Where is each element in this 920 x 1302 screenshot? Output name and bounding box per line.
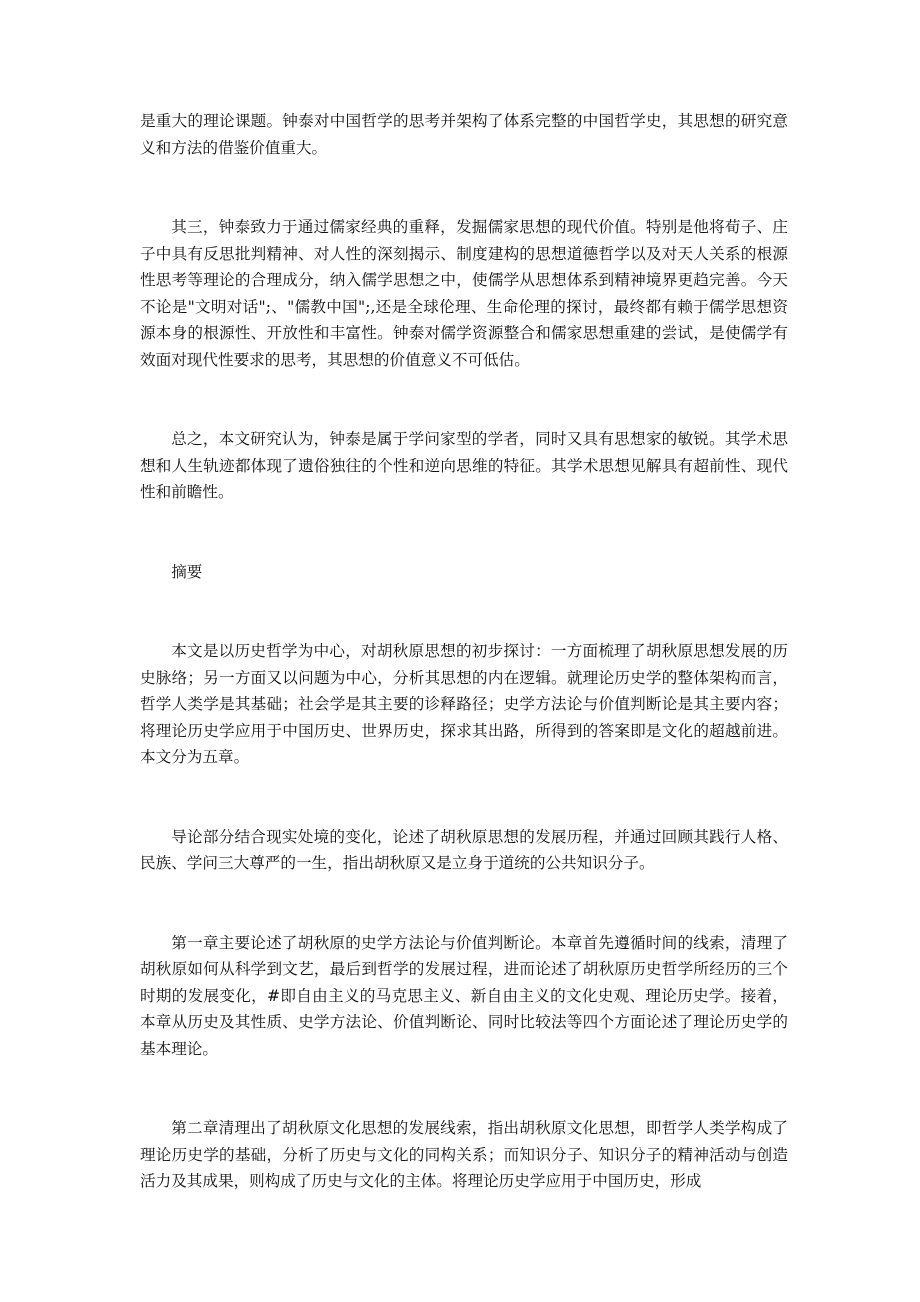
document-page bbox=[140, 108, 788, 1195]
paragraph-conclusion: 总之，本文研究认为，钟泰是属于学问家型的学者，同时又具有思想家的敏锐。其学术思想和人生轨迹都体现了遗俗独往的个性和逆向思维的特征。其学术思想见解具有超前性、现代性和前瞻性。 bbox=[140, 430, 788, 501]
paragraph-third-point: 其三，钟泰致力于通过儒家经典的重释，发掘儒家思想的现代价值。特别是他将荀子、庄子中具有反思批判精神、对人性的深刻揭示、制度建构的思想道德哲学以及对天人关系的根源性思考等理论的合理成分，纳入儒学思想之中，使儒学从思想体系到精神境界更趋完善。今天不论是"文明对话";、"儒教中国";,还是全球伦理、生命伦理的探讨，最终都有赖于儒学思想资源本身的根源性、开放性和丰富性。钟泰对儒学资源整合和儒家思想重建的尝试，是使儒学有效面对现代性要求的思考，其思想的价值意义不可低估。 bbox=[140, 218, 788, 369]
paragraph-continuation: 是重大的理论课题。钟泰对中国哲学的思考并架构了体系完整的中国哲学史，其思想的研究意义和方法的借鉴价值重大。 bbox=[140, 112, 788, 157]
paragraph-chapter-two: 第二章清理出了胡秋原文化思想的发展线索，指出胡秋原文化思想，即哲学人类学构成了理论历史学的基础，分析了历史与文化的同构关系；而知识分子、知识分子的精神活动与创造活力及其成果，则构成了历史与文化的主体。将理论历史学应用于中国历史，形成 bbox=[140, 1119, 788, 1190]
paragraph-introduction-summary: 导论部分结合现实处境的变化，论述了胡秋原思想的发展历程，并通过回顾其践行人格、民族、学问三大尊严的一生，指出胡秋原又是立身于道统的公共知识分子。 bbox=[140, 827, 788, 872]
paragraph-abstract-intro: 本文是以历史哲学为中心，对胡秋原思想的初步探讨：一方面梳理了胡秋原思想发展的历史脉络；另一方面又以问题为中心，分析其思想的内在逻辑。就理论历史学的整体架构而言，哲学人类学是其基础；社会学是其主要的诊释路径；史学方法论与价值判断论是其主要内容；将理论历史学应用于中国历史、世界历史，探求其出路，所得到的答案即是文化的超越前进。本文分为五章。 bbox=[140, 642, 788, 766]
paragraph-chapter-one: 第一章主要论述了胡秋原的史学方法论与价值判断论。本章首先遵循时间的线索，清理了胡秋原如何从科学到文艺，最后到哲学的发展过程，进而论述了胡秋原历史哲学所经历的三个时期的发展变化，#即自由主义的马克思主义、新自由主义的文化史观、理论历史学。接着，本章从历史及其性质、史学方法论、价值判断论、同时比较法等四个方面论述了理论历史学的基本理论。 bbox=[140, 933, 788, 1058]
section-heading-abstract: 摘要 bbox=[171, 562, 203, 581]
